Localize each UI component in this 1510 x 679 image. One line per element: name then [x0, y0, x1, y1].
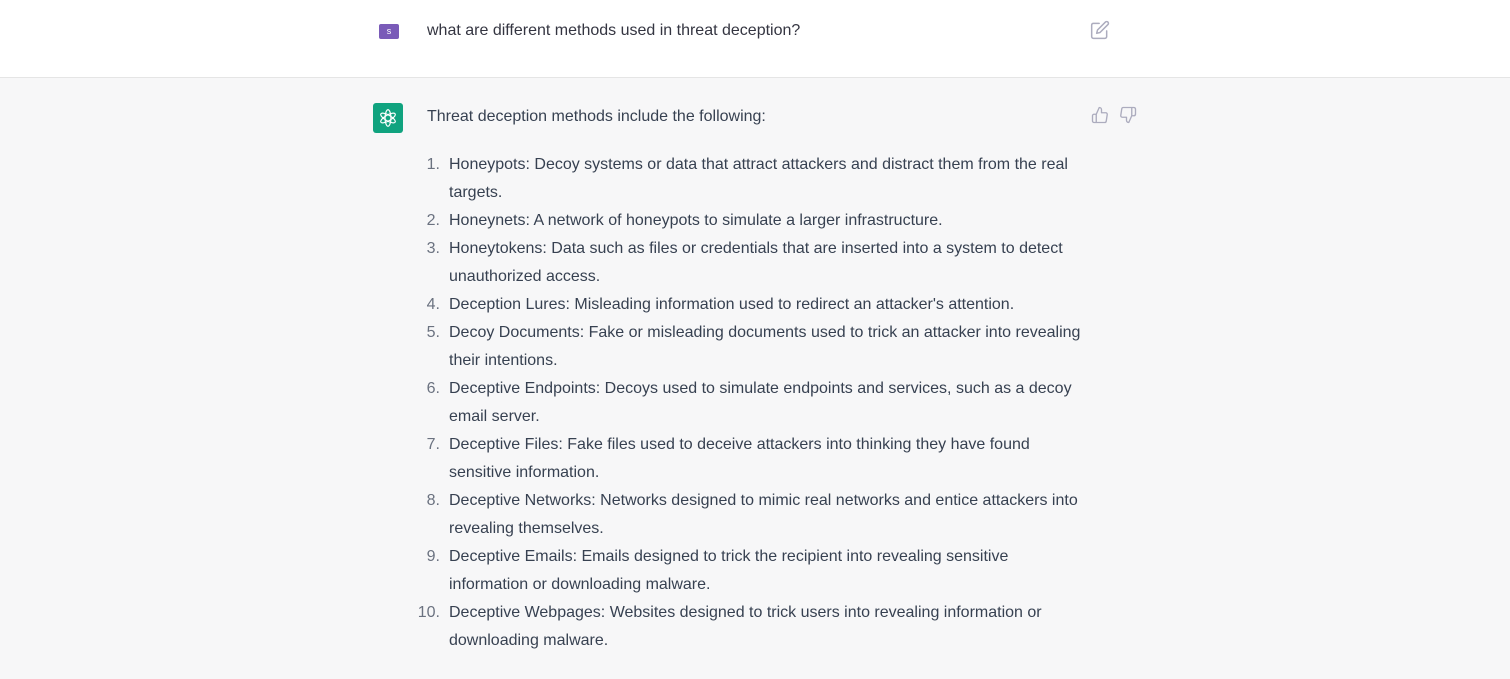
list-item-number: 8. [426, 492, 440, 509]
list-item-text: Deceptive Files: Fake files used to deceive attackers into thinking they have found sensitive information. [449, 436, 1030, 481]
assistant-intro-text: Threat deception methods include the following: [427, 108, 766, 125]
list-item-text: Deception Lures: Misleading information used to redirect an attacker's attention. [449, 296, 1015, 313]
list-item [426, 291, 1089, 319]
user-message-row [0, 0, 1510, 78]
list-item-text: Decoy Documents: Fake or misleading documents used to trick an attacker into revealing their intentions. [449, 324, 1081, 369]
list-item [426, 375, 1089, 431]
list-item [426, 151, 1089, 207]
list-item [426, 235, 1089, 291]
edit-message-button[interactable] [1090, 20, 1110, 40]
list-item-text: Honeypots: Decoy systems or data that attract attackers and distract them from the real targets. [449, 156, 1068, 201]
list-item [417, 599, 1089, 655]
list-item-number: 3. [426, 240, 440, 257]
list-item-number: 6. [426, 380, 440, 397]
user-message-text: what are different methods used in threat deception? [427, 22, 801, 39]
list-item [426, 431, 1089, 487]
list-item-number: 1. [426, 156, 440, 173]
openai-logo-icon [377, 107, 399, 129]
thumbs-down-icon [1119, 106, 1137, 124]
user-avatar: s [379, 24, 399, 39]
list-item-text: Honeynets: A network of honeypots to simulate a larger infrastructure. [449, 212, 943, 229]
thumbs-up-icon [1091, 106, 1109, 124]
list-item-text: Deceptive Networks: Networks designed to mimic real networks and entice attackers into revealing themselves. [449, 492, 1078, 537]
assistant-message-row [0, 78, 1510, 679]
list-item-text: Deceptive Endpoints: Decoys used to simulate endpoints and services, such as a decoy email server. [449, 380, 1072, 425]
thumbs-down-button[interactable] [1119, 106, 1137, 124]
answer-list [417, 151, 1089, 655]
list-item-number: 10. [417, 604, 440, 621]
list-item [426, 543, 1089, 599]
edit-icon [1090, 20, 1110, 40]
list-item-text: Deceptive Emails: Emails designed to trick the recipient into revealing sensitive information or downloading malware. [449, 548, 1009, 593]
list-item-number: 9. [426, 548, 440, 565]
thumbs-up-button[interactable] [1091, 106, 1109, 124]
list-item-number: 4. [426, 296, 440, 313]
list-item-number: 2. [426, 212, 440, 229]
list-item [426, 319, 1089, 375]
list-item-text: Deceptive Webpages: Websites designed to trick users into revealing information or downloading malware. [449, 604, 1042, 649]
list-item [426, 207, 1089, 235]
assistant-avatar [373, 103, 403, 133]
list-item-text: Honeytokens: Data such as files or credentials that are inserted into a system to detect unauthorized access. [449, 240, 1063, 285]
list-item-number: 7. [426, 436, 440, 453]
list-item [426, 487, 1089, 543]
list-item-number: 5. [426, 324, 440, 341]
